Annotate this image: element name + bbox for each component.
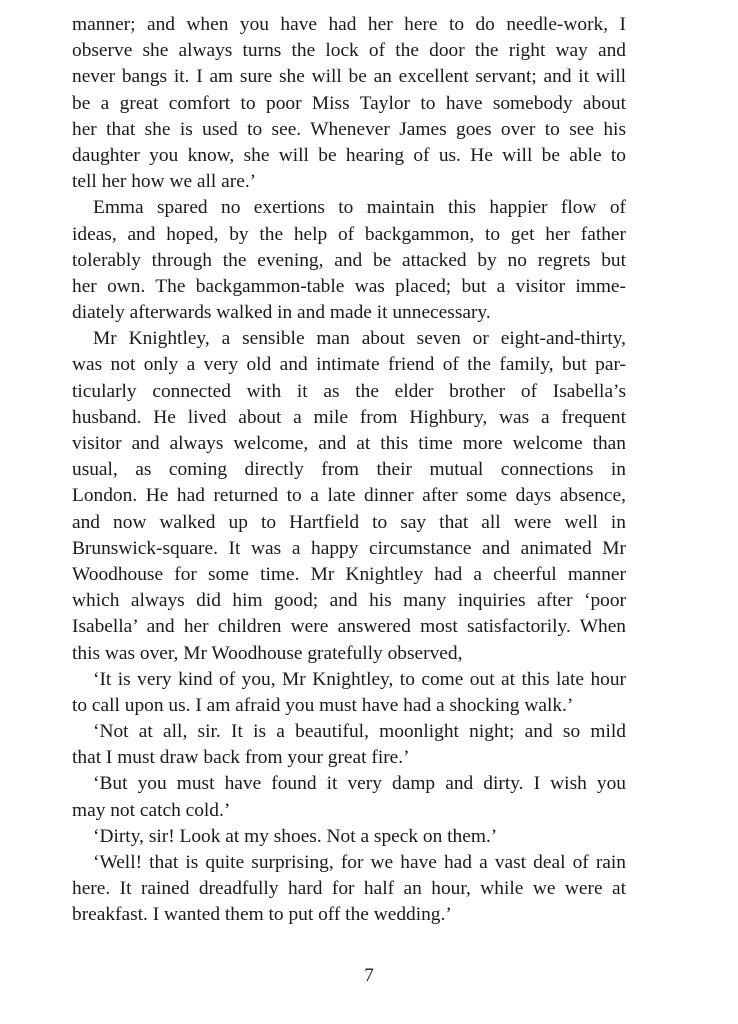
text-line: manner; and when you have had her here to do needle-work, I [72, 14, 626, 35]
text-line: daughter you know, she will be hearing of us. He will be able to [72, 144, 626, 166]
text-line: diately afterwards walked in and made it unnecessary. [72, 302, 491, 324]
text-line: here. It rained dreadfully hard for half an hour, while we were at [72, 878, 626, 900]
text-line: Woodhouse for some time. Mr Knightley had a cheerful manner [72, 563, 626, 585]
text-line: which always did him good; and his many inquiries after ‘poor [72, 590, 626, 612]
text-line: tolerably through the evening, and be attacked by no regrets but [72, 249, 626, 271]
text-line: London. He had returned to a late dinner after some days absence, [72, 485, 626, 507]
text-line: husband. He lived about a mile from Highbury, was a frequent [72, 406, 626, 428]
text-line: Brunswick-square. It was a happy circumstance and animated Mr [72, 537, 626, 559]
text-line: to call upon us. I am afraid you must have had a shocking walk.’ [72, 694, 574, 716]
text-line: Mr Knightley, a sensible man about seven or eight-and-thirty, [93, 328, 626, 350]
text-line: her own. The backgammon-table was placed; but a visitor imme- [72, 275, 626, 297]
text-line: never bangs it. I am sure she will be an excellent servant; and it will [72, 66, 626, 88]
text-line: this was over, Mr Woodhouse gratefully observed, [72, 642, 463, 664]
text-line: ticularly connected with it as the elder brother of Isabella’s [72, 380, 626, 402]
page-number: 7 [364, 965, 374, 986]
text-line: tell her how we all are.’ [72, 171, 257, 193]
text-line: Isabella’ and her children were answered most satisfactorily. When [72, 616, 626, 638]
body-text [72, 12, 626, 929]
text-line: ‘Not at all, sir. It is a beautiful, moonlight night; and so mild [93, 721, 626, 743]
text-line: ideas, and hoped, by the help of backgammon, to get her father [72, 223, 626, 245]
text-line: ‘Well! that is quite surprising, for we have had a vast deal of rain [93, 852, 626, 873]
text-line: was not only a very old and intimate friend of the family, but par- [72, 354, 626, 376]
text-line: Emma spared no exertions to maintain this happier flow of [93, 197, 626, 219]
text-line: visitor and always welcome, and at this time more welcome than [72, 433, 626, 454]
text-line: and now walked up to Hartfield to say that all were well in [72, 511, 626, 533]
text-line: be a great comfort to poor Miss Taylor to have somebody about [72, 92, 626, 114]
text-line: ‘Dirty, sir! Look at my shoes. Not a speck on them.’ [93, 825, 498, 847]
text-line: may not catch cold.’ [72, 799, 231, 821]
text-line: usual, as coming directly from their mutual connections in [72, 459, 626, 481]
text-line: ‘It is very kind of you, Mr Knightley, to come out at this late hour [93, 668, 626, 690]
text-line: that I must draw back from your great fire.’ [72, 747, 410, 769]
text-line: her that she is used to see. Whenever James goes over to see his [72, 118, 626, 140]
text-line: ‘But you must have found it very damp and dirty. I wish you [93, 773, 626, 795]
text-line: observe she always turns the lock of the door the right way and [72, 40, 626, 62]
text-line: breakfast. I wanted them to put off the wedding.’ [72, 904, 452, 926]
